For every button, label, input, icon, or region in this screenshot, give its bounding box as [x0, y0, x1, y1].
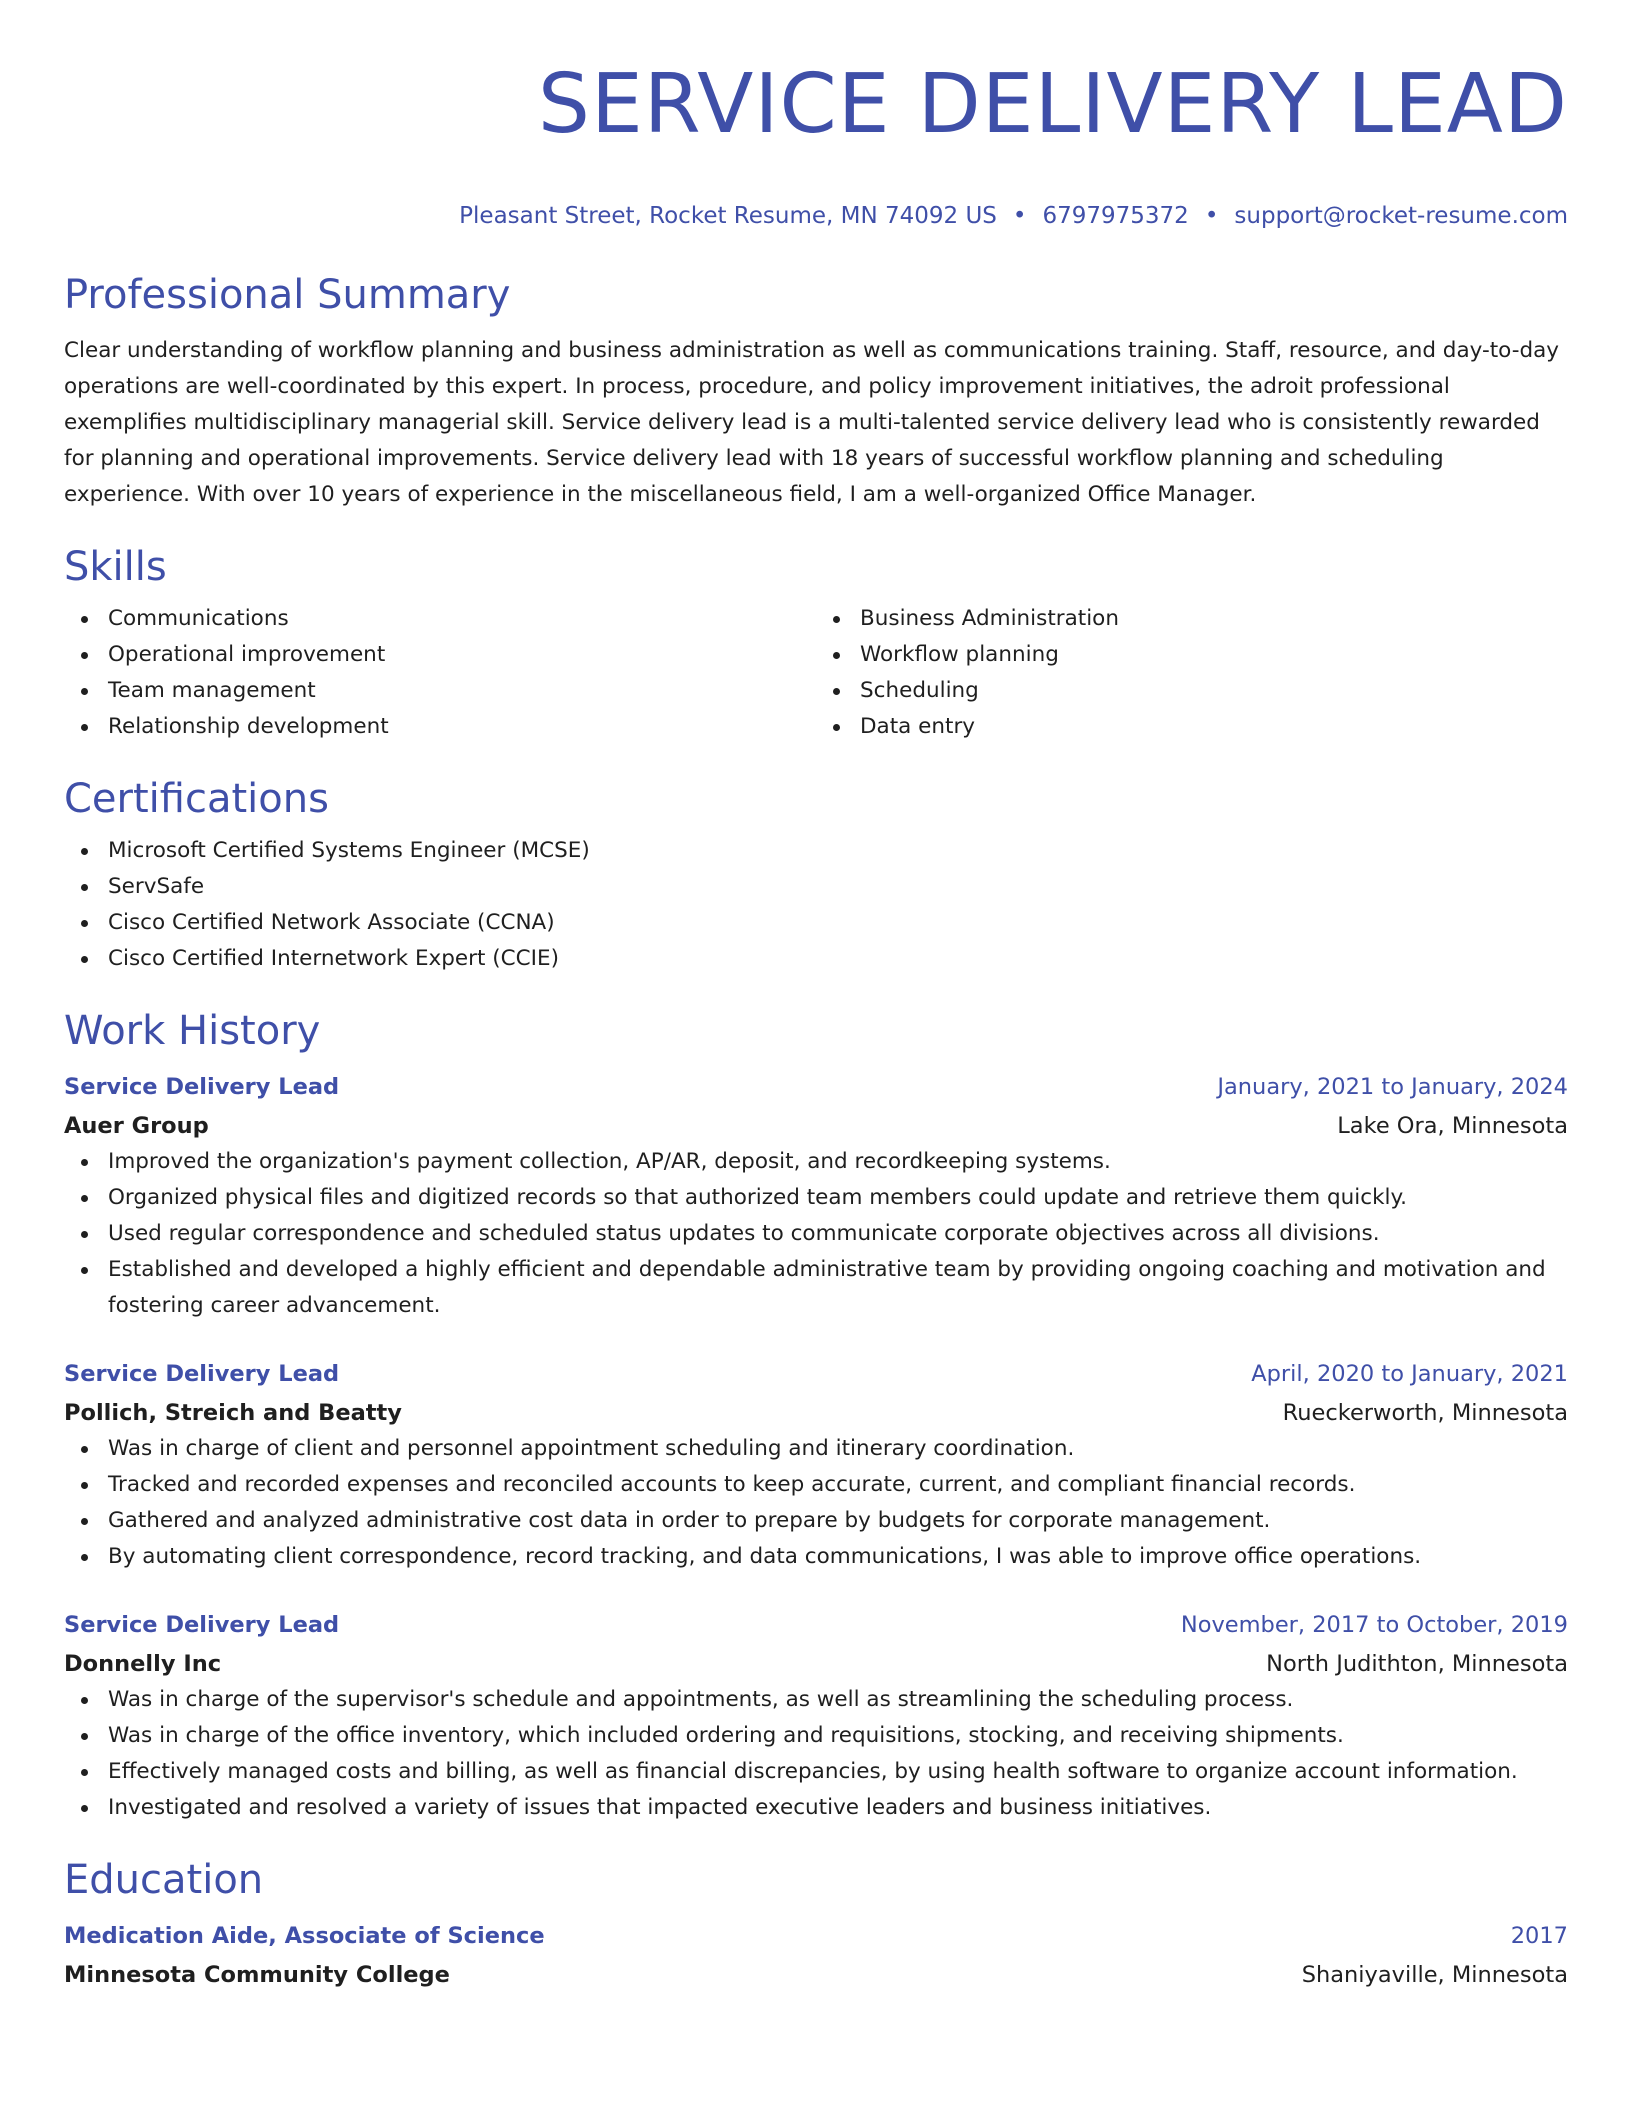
- job-bullet: Investigated and resolved a variety of issues that impacted executive leaders and business initiatives.: [64, 1790, 1568, 1826]
- job-bullet: Used regular correspondence and scheduled status updates to communicate corporate objectives across all divisions.: [64, 1216, 1568, 1252]
- job-bullet: Tracked and recorded expenses and reconciled accounts to keep accurate, current, and compliant financial records.: [64, 1467, 1568, 1503]
- job-entry: [64, 1356, 1568, 1575]
- skill-item: Data entry: [816, 709, 1568, 745]
- job-company: Pollich, Streich and Beatty: [64, 1399, 402, 1426]
- section-title-summary: Professional Summary: [64, 271, 511, 318]
- section-title-work-history: Work History: [64, 1007, 321, 1054]
- job-bullet: Improved the organization's payment collection, AP/AR, deposit, and recordkeeping systems.: [64, 1144, 1568, 1180]
- job-bullet: By automating client correspondence, record tracking, and data communications, I was able to improve office operations.: [64, 1539, 1568, 1575]
- job-dates: November, 2017 to October, 2019: [1180, 1611, 1568, 1638]
- skill-item: Operational improvement: [64, 637, 816, 673]
- certification-item: Microsoft Certified Systems Engineer (MCSE): [64, 833, 1568, 869]
- job-header: [64, 1069, 1568, 1105]
- resume-name: SERVICE DELIVERY LEAD: [537, 57, 1568, 152]
- job-bullet: Effectively managed costs and billing, as well as financial discrepancies, by using health software to organize account information.: [64, 1754, 1568, 1790]
- job-bullet: Was in charge of the supervisor's schedule and appointments, as well as streamlining the scheduling process.: [64, 1682, 1568, 1718]
- job-header: [64, 1356, 1568, 1392]
- section-title-skills: Skills: [64, 543, 167, 590]
- skill-item: Workflow planning: [816, 637, 1568, 673]
- job-role: Service Delivery Lead: [64, 1360, 340, 1387]
- certification-item: Cisco Certified Internetwork Expert (CCIE): [64, 941, 1568, 977]
- job-entry: [64, 1607, 1568, 1826]
- certifications-list: [64, 833, 1568, 977]
- summary-section: [64, 271, 1568, 513]
- certification-item: ServSafe: [64, 869, 1568, 905]
- certification-item: Cisco Certified Network Associate (CCNA): [64, 905, 1568, 941]
- skills-column-left: [64, 601, 816, 745]
- education-school: Minnesota Community College: [64, 1961, 450, 1988]
- section-title-education: Education: [64, 1856, 264, 1903]
- job-company: Donnelly Inc: [64, 1650, 222, 1677]
- job-bullet: Gathered and analyzed administrative cost data in order to prepare by budgets for corporate management.: [64, 1503, 1568, 1539]
- job-bullet: Was in charge of client and personnel appointment scheduling and itinerary coordination.: [64, 1431, 1568, 1467]
- job-bullet: Established and developed a highly efficient and dependable administrative team by providing ongoing coaching and motivation and fostering career advancement.: [64, 1252, 1568, 1324]
- education-degree: Medication Aide, Associate of Science: [64, 1922, 545, 1949]
- education-entry: [64, 1918, 1568, 1993]
- contact-phone: 6797975372: [1042, 202, 1189, 229]
- education-location: Shaniyaville, Minnesota: [1301, 1961, 1568, 1988]
- job-role: Service Delivery Lead: [64, 1073, 340, 1100]
- job-subheader: [64, 1646, 1568, 1682]
- job-dates: April, 2020 to January, 2021: [1251, 1360, 1568, 1387]
- skill-item: Relationship development: [64, 709, 816, 745]
- skills-column-right: [816, 601, 1568, 745]
- skill-item: Communications: [64, 601, 816, 637]
- job-bullet-list: [64, 1682, 1568, 1826]
- contact-separator: •: [1204, 202, 1219, 229]
- contact-email[interactable]: support@rocket-resume.com: [1234, 202, 1568, 229]
- skill-item: Business Administration: [816, 601, 1568, 637]
- skill-item: Scheduling: [816, 673, 1568, 709]
- job-role: Service Delivery Lead: [64, 1611, 340, 1638]
- job-bullet: Organized physical files and digitized records so that authorized team members could update and retrieve them quickly.: [64, 1180, 1568, 1216]
- skill-item: Team management: [64, 673, 816, 709]
- contact-line: [64, 201, 1568, 231]
- job-dates: January, 2021 to January, 2024: [1217, 1073, 1568, 1100]
- job-bullet-list: [64, 1144, 1568, 1324]
- contact-address: Pleasant Street, Rocket Resume, MN 74092 US: [459, 202, 997, 229]
- resume-content: [64, 0, 1568, 1993]
- summary-text: Clear understanding of workflow planning and business administration as well as communications training. Staff, resource, and day-to-day operations are well-coordinated by this expert. In process, procedure, and policy improvement initiatives, the adroit professional exemplifies multidisciplinary managerial skill. Service delivery lead is a multi-talented service delivery lead who is consistently rewarded for planning and operational improvements. Service delivery lead with 18 years of successful workflow planning and scheduling experience. With over 10 years of experience in the miscellaneous field, I am a well-organized Office Manager.: [64, 337, 1560, 507]
- job-bullet: Was in charge of the office inventory, which included ordering and requisitions, stocking, and receiving shipments.: [64, 1718, 1568, 1754]
- education-header: [64, 1918, 1568, 1954]
- work-history-section: [64, 1007, 1568, 1826]
- job-header: [64, 1607, 1568, 1643]
- education-subheader: [64, 1957, 1568, 1993]
- job-bullet-list: [64, 1431, 1568, 1575]
- job-location: Lake Ora, Minnesota: [1337, 1112, 1568, 1139]
- job-entry: [64, 1069, 1568, 1324]
- job-subheader: [64, 1395, 1568, 1431]
- job-location: North Judithton, Minnesota: [1266, 1650, 1568, 1677]
- certifications-section: [64, 775, 1568, 977]
- job-subheader: [64, 1108, 1568, 1144]
- job-location: Rueckerworth, Minnesota: [1282, 1399, 1568, 1426]
- job-company: Auer Group: [64, 1112, 209, 1139]
- skills-section: [64, 543, 1568, 745]
- skills-grid: [64, 601, 1568, 745]
- education-year: 2017: [1510, 1922, 1568, 1949]
- contact-separator: •: [1012, 202, 1027, 229]
- education-section: [64, 1856, 1568, 1993]
- section-title-certifications: Certifications: [64, 775, 329, 822]
